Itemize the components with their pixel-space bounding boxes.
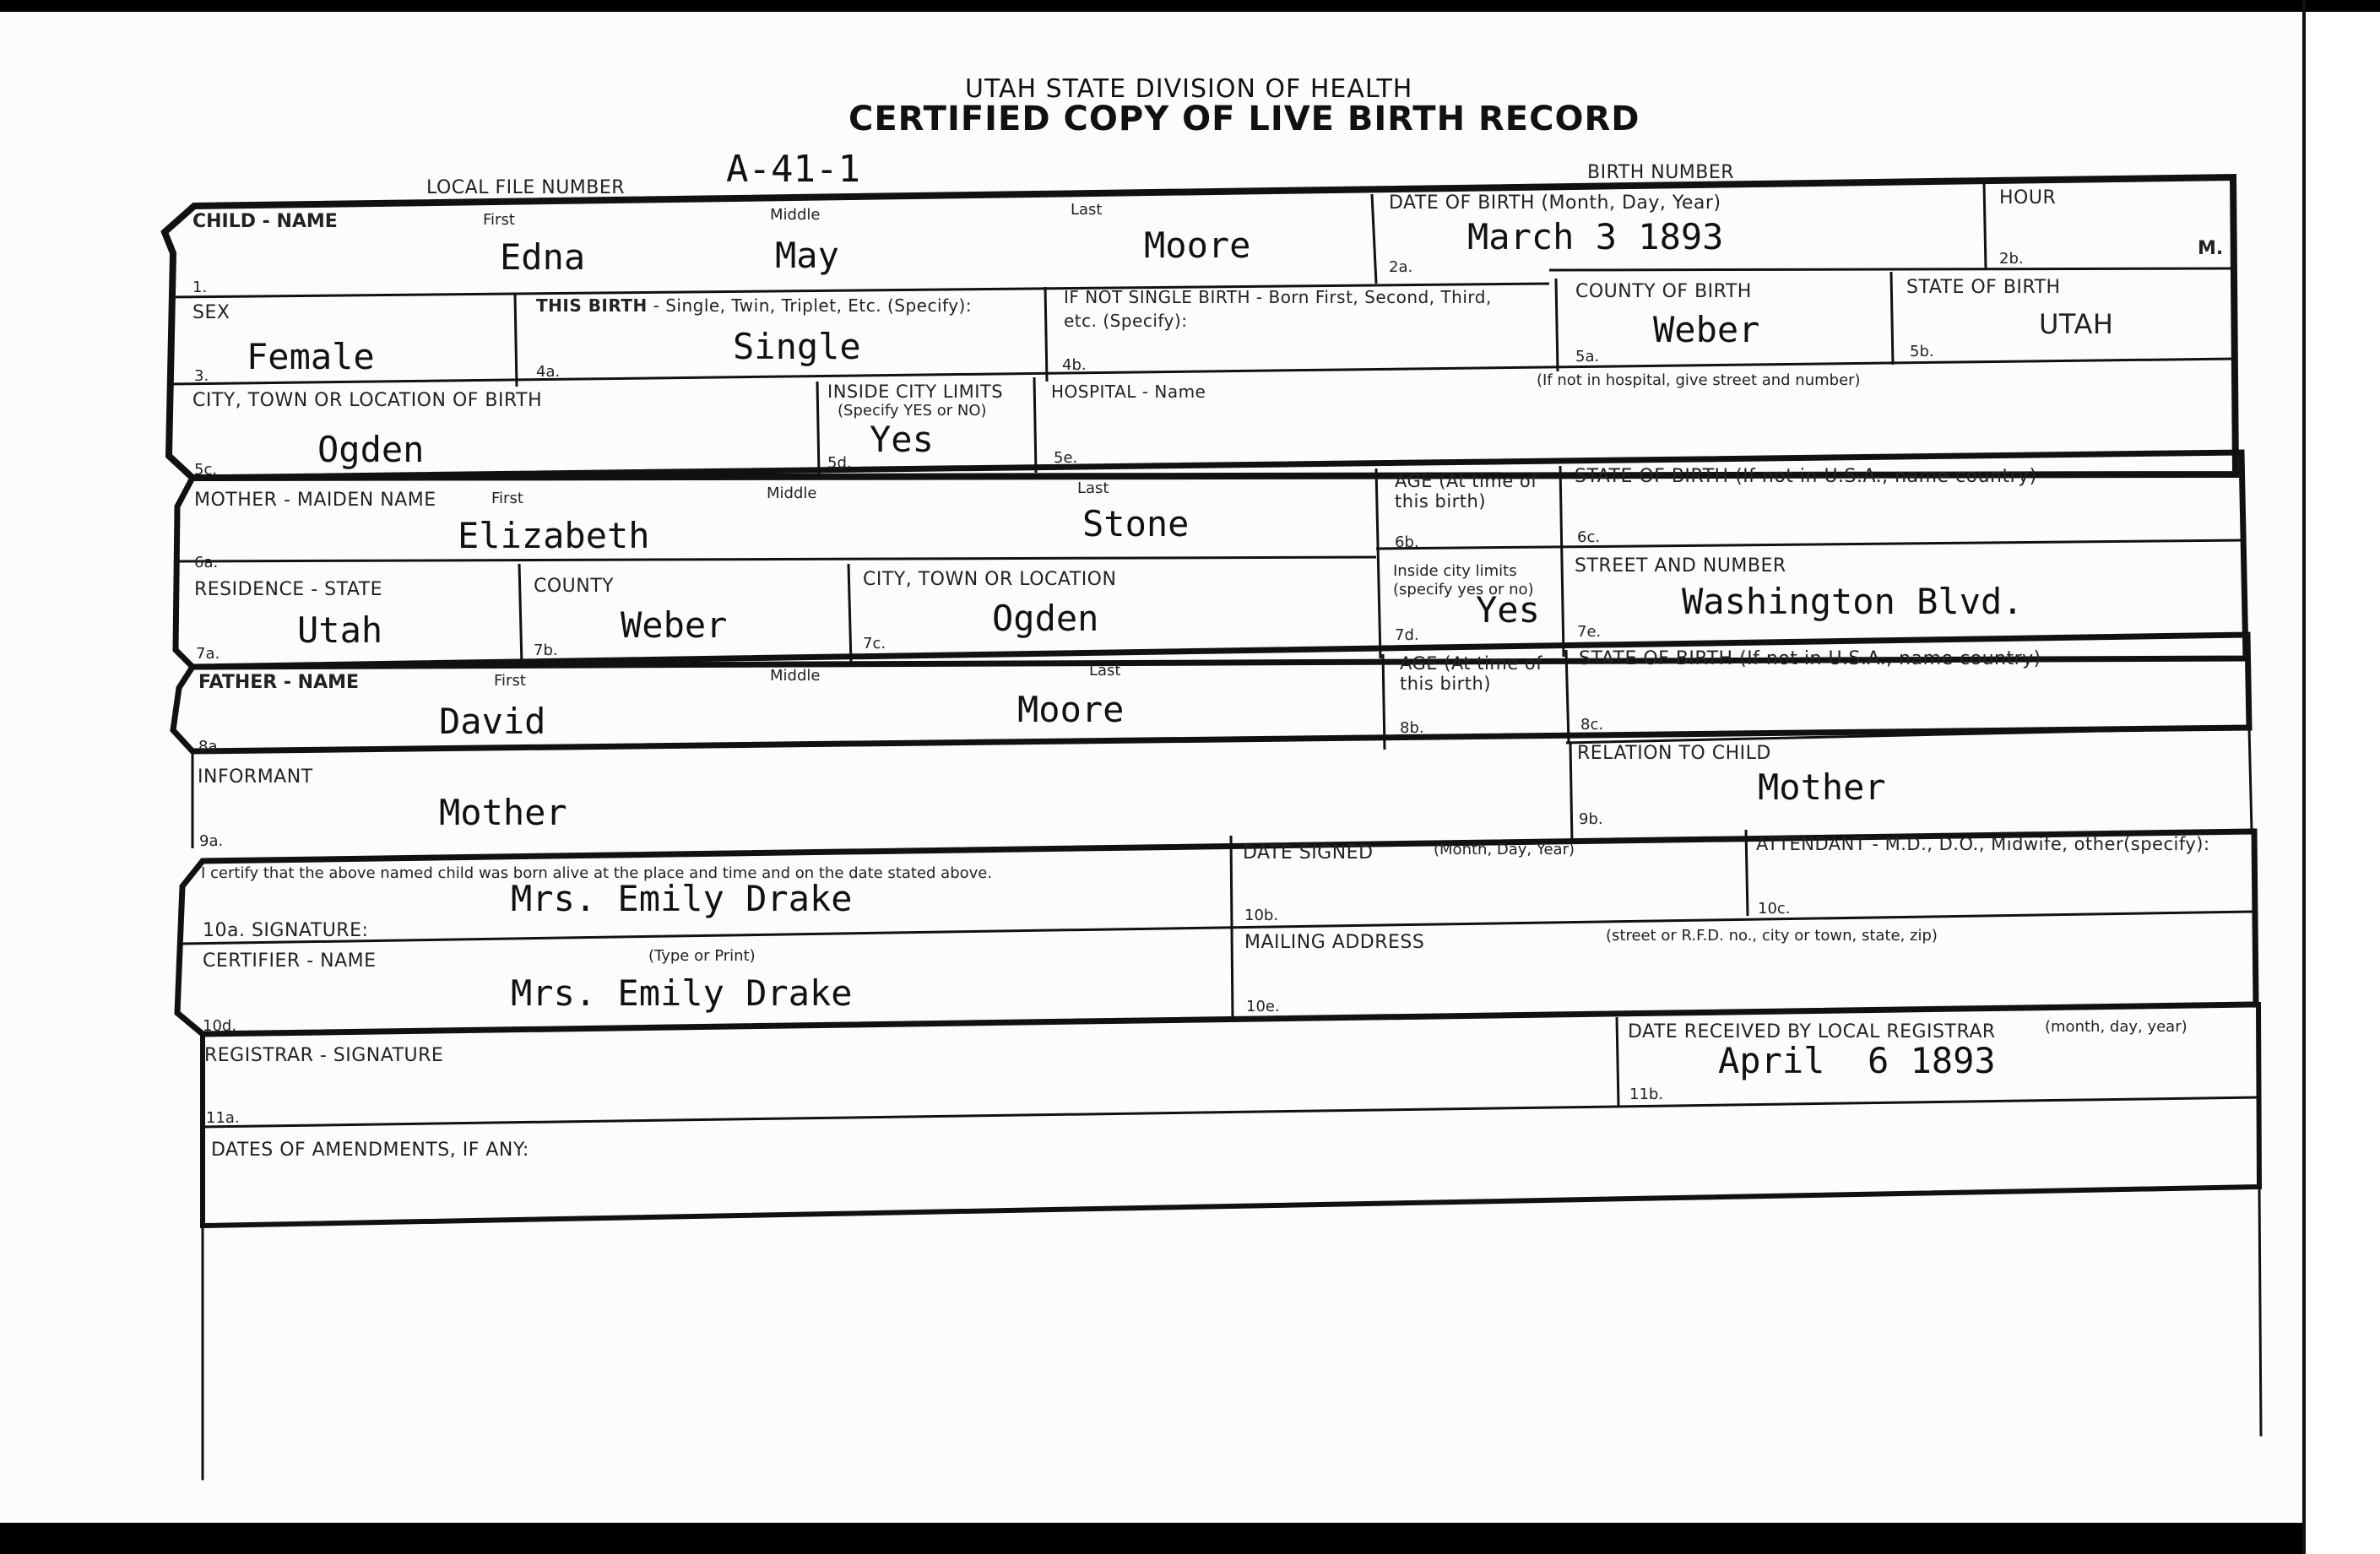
hour-label: HOUR	[1999, 187, 2057, 208]
informant-label: INFORMANT	[198, 766, 313, 788]
certify-statement: I certify that the above named child was born alive at the place and time and on the date stated above.	[201, 864, 993, 882]
field-number: 9b.	[1579, 810, 1603, 828]
hour-suffix: M.	[2198, 238, 2224, 259]
field-number: 5e.	[1054, 449, 1078, 467]
mother-last-name: Stone	[1082, 503, 1190, 544]
field-number: 10b.	[1244, 907, 1279, 924]
certifier-name-label: CERTIFIER - NAME	[203, 950, 377, 972]
father-middle-label: Middle	[770, 667, 821, 685]
field-number: 4b.	[1062, 356, 1087, 374]
res-street-label: STREET AND NUMBER	[1575, 555, 1786, 577]
hospital-label: HOSPITAL - Name	[1051, 382, 1206, 402]
agency-heading: UTAH STATE DIVISION OF HEALTH	[965, 74, 1413, 104]
res-inside-label-2: (specify yes or no)	[1393, 581, 1534, 598]
date-received-label: DATE RECEIVED BY LOCAL REGISTRAR	[1628, 1021, 1996, 1042]
field-number: 10c.	[1758, 900, 1791, 918]
mother-state-label: STATE OF BIRTH (If not in U.S.A., name country)	[1575, 466, 2037, 487]
certifier-block-border	[177, 831, 2256, 1034]
dob-label: DATE OF BIRTH (Month, Day, Year)	[1389, 192, 1721, 214]
field-number: 6b.	[1395, 533, 1419, 551]
local-file-label: LOCAL FILE NUMBER	[426, 177, 626, 198]
child-middle-label: Middle	[770, 206, 821, 224]
res-city-value: Ogden	[992, 598, 1099, 639]
relation-label: RELATION TO CHILD	[1577, 743, 1771, 764]
local-file-value: A-41-1	[726, 148, 860, 191]
sex-value: Female	[247, 336, 375, 377]
field-number: 11a.	[206, 1109, 240, 1127]
res-inside-value: Yes	[1476, 589, 1540, 631]
not-single-label-2: etc. (Specify):	[1064, 311, 1188, 331]
child-first-label: First	[483, 211, 515, 229]
state-of-birth-label: STATE OF BIRTH	[1906, 277, 2061, 298]
date-signed-label: DATE SIGNED	[1243, 842, 1374, 864]
signature-value: Mrs. Emily Drake	[511, 878, 853, 919]
city-of-birth-value: Ogden	[317, 429, 425, 470]
date-received-value: April 6 1893	[1718, 1040, 1996, 1081]
field-number: 2b.	[1999, 250, 2024, 268]
attendant-label: ATTENDANT - M.D., D.O., Midwife, other(specify):	[1756, 834, 2210, 854]
field-number: 5b.	[1910, 343, 1934, 360]
mother-last-label: Last	[1077, 479, 1109, 497]
sex-label: SEX	[192, 302, 230, 323]
mother-first-name: Elizabeth	[458, 515, 650, 556]
res-county-label: COUNTY	[534, 576, 615, 597]
father-age-label: AGE (At time of	[1400, 653, 1543, 674]
child-last-label: Last	[1071, 201, 1103, 219]
informant-value: Mother	[439, 792, 567, 833]
date-received-label-2: (month, day, year)	[2045, 1018, 2188, 1036]
mother-middle-label: Middle	[767, 485, 817, 502]
child-last-name: Moore	[1144, 225, 1251, 266]
birth-number-label: BIRTH NUMBER	[1587, 162, 1735, 183]
hospital-note: (If not in hospital, give street and number)	[1537, 371, 1861, 389]
father-first-label: First	[494, 672, 526, 690]
child-block-border	[165, 177, 2236, 478]
state-of-birth-value: UTAH	[2039, 308, 2114, 340]
mother-age-label: AGE (At time of	[1395, 471, 1538, 491]
date-signed-label-2: (Month, Day, Year)	[1434, 841, 1575, 858]
field-number: 6a.	[194, 554, 219, 571]
amendments-label: DATES OF AMENDMENTS, IF ANY:	[211, 1140, 529, 1161]
field-number: 10e.	[1246, 998, 1280, 1015]
field-number: 7e.	[1577, 623, 1602, 641]
res-county-value: Weber	[621, 604, 728, 646]
father-name-label: FATHER - NAME	[198, 672, 360, 693]
relation-value: Mother	[1758, 766, 1886, 808]
field-number: 10d.	[203, 1017, 237, 1035]
field-number: 5a.	[1575, 348, 1600, 365]
certifier-name-label-2: (Type or Print)	[648, 947, 756, 965]
mother-age-label-2: this birth)	[1395, 491, 1487, 512]
field-number: 6c.	[1577, 528, 1601, 546]
inside-city-value: Yes	[870, 419, 934, 460]
page-title: CERTIFIED COPY OF LIVE BIRTH RECORD	[848, 100, 1640, 138]
dob-value: March 3 1893	[1467, 216, 1724, 257]
father-age-label-2: this birth)	[1400, 674, 1492, 694]
county-of-birth-value: Weber	[1653, 309, 1760, 350]
mother-name-label: MOTHER - MAIDEN NAME	[194, 490, 436, 511]
mailing-label: MAILING ADDRESS	[1244, 932, 1425, 953]
father-state-label: STATE OF BIRTH (If not in U.S.A., name country)	[1579, 648, 2041, 669]
field-number: 5d.	[827, 454, 852, 472]
mailing-label-2: (street or R.F.D. no., city or town, state, zip)	[1606, 927, 1938, 945]
mother-first-label: First	[491, 490, 523, 507]
field-number: 7c.	[863, 635, 886, 652]
this-birth-value: Single	[733, 326, 861, 367]
field-number: 4a.	[536, 363, 561, 381]
field-number: 7d.	[1395, 626, 1419, 644]
father-last-label: Last	[1089, 662, 1121, 680]
res-city-label: CITY, TOWN OR LOCATION	[863, 569, 1117, 590]
res-street-value: Washington Blvd.	[1682, 581, 2024, 622]
father-last-name: Moore	[1017, 689, 1125, 730]
this-birth-label: THIS BIRTH - Single, Twin, Triplet, Etc. (Specify):	[536, 295, 973, 316]
residence-label: RESIDENCE - STATE	[194, 579, 382, 600]
father-first-name: David	[439, 701, 546, 742]
field-number: 5c.	[194, 461, 218, 479]
child-name-label: CHILD - NAME	[192, 211, 338, 232]
field-number: 2a.	[1389, 258, 1413, 276]
registrar-label: REGISTRAR - SIGNATURE	[204, 1045, 444, 1066]
field-number: 9a.	[199, 832, 224, 850]
inside-city-label: INSIDE CITY LIMITS	[827, 382, 1004, 402]
field-number: 7b.	[534, 642, 558, 659]
field-number: 3.	[194, 367, 209, 385]
field-number: 11b.	[1629, 1086, 1664, 1103]
res-inside-label: Inside city limits	[1393, 562, 1517, 580]
child-middle-name: May	[775, 235, 839, 276]
not-single-label: IF NOT SINGLE BIRTH - Born First, Second, Third,	[1064, 287, 1492, 307]
residence-state-value: Utah	[297, 609, 383, 651]
city-of-birth-label: CITY, TOWN OR LOCATION OF BIRTH	[192, 390, 543, 411]
field-number: 1.	[192, 279, 208, 296]
child-first-name: Edna	[500, 236, 586, 278]
field-number: 8b.	[1400, 719, 1424, 737]
inside-city-label-2: (Specify YES or NO)	[838, 402, 987, 420]
field-number: 8c.	[1580, 716, 1604, 734]
certifier-name-value: Mrs. Emily Drake	[511, 972, 853, 1014]
field-number: 7a.	[196, 645, 220, 663]
county-of-birth-label: COUNTY OF BIRTH	[1575, 281, 1752, 302]
field-number: 8a.	[198, 738, 223, 755]
signature-label: 10a. SIGNATURE:	[203, 920, 369, 941]
